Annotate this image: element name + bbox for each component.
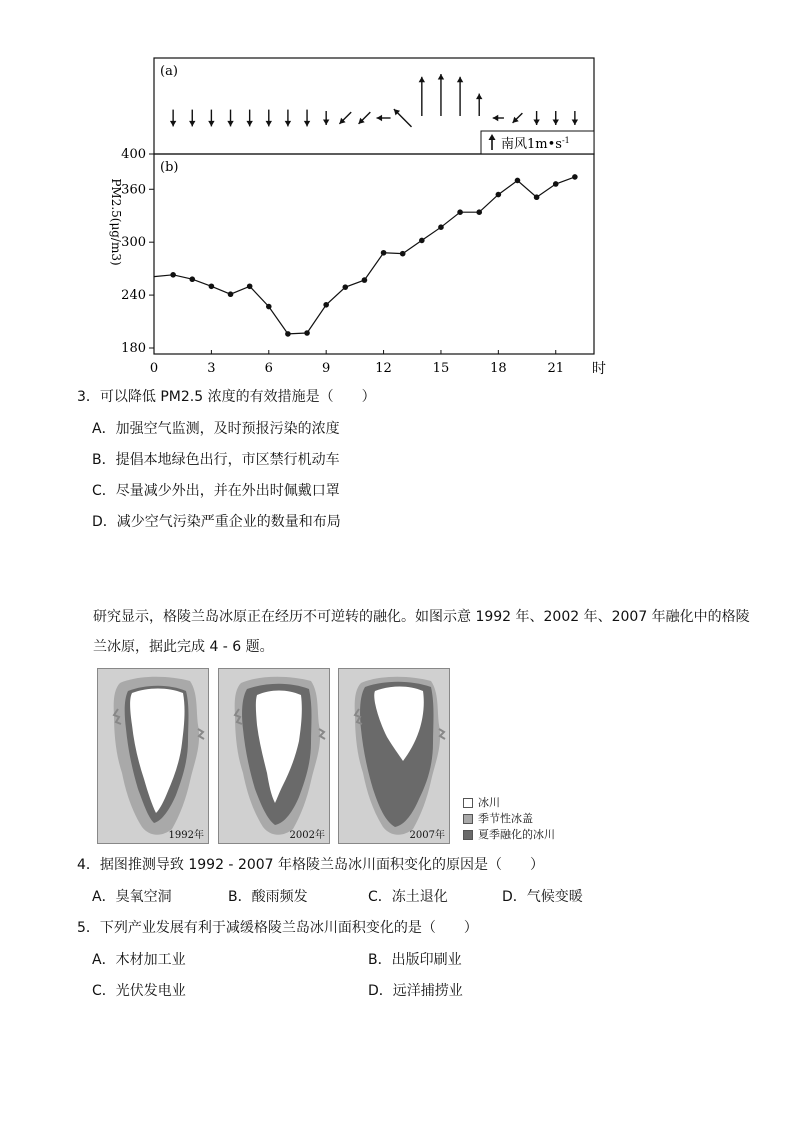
x-axis-unit: 时: [592, 361, 606, 377]
wind-arrow: [572, 111, 578, 125]
y-tick-label: 360: [121, 182, 146, 198]
q3-option-d[interactable]: D．减少空气污染严重企业的数量和布局: [92, 514, 341, 530]
wind-arrow: [513, 113, 523, 123]
pm25-point: [285, 331, 291, 337]
wind-panel: [154, 58, 594, 154]
q3-option-b[interactable]: B．提倡本地绿色出行，市区禁行机动车: [92, 452, 340, 468]
q4-option-a[interactable]: A．臭氧空洞: [92, 889, 172, 905]
intro-line-1: 研究显示，格陵兰岛冰原正在经历不可逆转的融化。如图示意 1992 年、2002 年、2007 年融化中的格陵: [93, 609, 750, 625]
q5-option-d[interactable]: D．远洋捕捞业: [368, 983, 463, 999]
legend-glacier-swatch: [463, 798, 473, 808]
pm25-point: [534, 194, 540, 200]
pm25-point: [247, 283, 253, 289]
wind-arrow: [170, 110, 176, 127]
y-tick-label: 400: [121, 147, 146, 162]
wind-arrow: [457, 77, 463, 116]
q5-option-b[interactable]: B．出版印刷业: [368, 952, 462, 968]
q3-option-a[interactable]: A．加强空气监测，及时预报污染的浓度: [92, 421, 340, 437]
wind-arrow: [266, 110, 272, 127]
legend-melted: 夏季融化的冰川: [463, 828, 555, 841]
wind-arrow: [323, 111, 329, 125]
pm25-point: [323, 302, 329, 308]
legend-seasonal-swatch: [463, 814, 473, 824]
y-tick-label: 240: [121, 288, 146, 304]
map-year-2002: 2002年: [289, 830, 325, 841]
pm25-point: [400, 251, 406, 257]
q5-stem: 5．下列产业发展有利于减缓格陵兰岛冰川面积变化的是（ ）: [77, 920, 478, 936]
q4-option-c[interactable]: C．冻土退化: [368, 889, 448, 905]
greenland-map-1992: [97, 668, 209, 844]
y-axis-label: PM2.5(μg/m3): [109, 178, 123, 266]
wind-arrow: [533, 111, 539, 125]
wind-arrow: [394, 109, 412, 127]
pm25-point: [457, 209, 463, 215]
pm25-panel-frame: [154, 154, 594, 354]
q3-stem: 3．可以降低 PM2.5 浓度的有效措施是（ ）: [77, 389, 376, 405]
q4-stem: 4．据图推测导致 1992 - 2007 年格陵兰岛冰川面积变化的原因是（ ）: [77, 857, 545, 873]
x-tick-label: 9: [322, 361, 331, 376]
pm25-point: [381, 250, 387, 256]
wind-arrow: [285, 110, 291, 127]
wind-arrow: [339, 112, 351, 124]
map-year-2007: 2007年: [409, 830, 445, 841]
x-tick-label: 21: [547, 361, 565, 376]
pm25-point: [419, 238, 425, 244]
panel-a-label: (a): [160, 64, 178, 79]
greenland-map-2002: [218, 668, 330, 844]
pm25-point: [266, 304, 272, 310]
panel-b-label: (b): [160, 160, 179, 175]
pm25-point: [209, 283, 215, 289]
wind-arrow: [189, 110, 195, 127]
pm25-point: [362, 277, 368, 283]
pm25-point: [496, 192, 502, 198]
pm25-point: [343, 284, 349, 290]
pm25-point: [476, 209, 482, 215]
pm25-point: [189, 276, 195, 282]
map-year-1992: 1992年: [168, 830, 204, 841]
x-tick-label: 18: [490, 361, 507, 376]
q4-option-b[interactable]: B．酸雨频发: [228, 889, 308, 905]
wind-legend-label: 南风$1m•s^{-1}$: [501, 136, 570, 152]
wind-arrow: [377, 115, 391, 121]
q5-option-a[interactable]: A．木材加工业: [92, 952, 186, 968]
wind-arrow: [438, 74, 444, 116]
pm25-point: [304, 330, 310, 336]
legend-melted-swatch: [463, 830, 473, 840]
x-tick-label: 12: [375, 361, 392, 376]
legend-seasonal: 季节性冰盖: [463, 812, 533, 825]
q4-option-d[interactable]: D．气候变暖: [502, 889, 583, 905]
y-tick-label: 180: [121, 341, 146, 356]
wind-arrow: [476, 94, 482, 116]
wind-arrow: [304, 110, 310, 127]
pm25-point: [515, 178, 521, 184]
x-tick-label: 15: [432, 361, 450, 376]
x-tick-label: 0: [149, 361, 159, 376]
pm25-point: [438, 224, 444, 230]
wind-arrow: [493, 115, 504, 121]
pm25-point: [553, 181, 559, 187]
pm25-point: [572, 174, 578, 180]
x-tick-label: 6: [264, 361, 273, 376]
pm25-wind-figure: [0, 0, 794, 380]
pm25-panel: [109, 147, 606, 377]
wind-arrow: [246, 110, 252, 127]
pm25-series-line: [154, 177, 575, 334]
wind-arrow: [208, 110, 214, 127]
y-tick-label: 300: [121, 235, 146, 251]
wind-arrow: [419, 77, 425, 116]
greenland-map-2007: [338, 668, 450, 844]
intro-line-2: 兰冰原，据此完成 4 - 6 题。: [93, 639, 274, 655]
wind-arrow: [227, 110, 233, 127]
q3-option-c[interactable]: C．尽量减少外出，并在外出时佩戴口罩: [92, 483, 340, 499]
pm25-point: [228, 291, 234, 297]
pm25-point: [170, 272, 176, 278]
legend-glacier: 冰川: [463, 796, 500, 809]
wind-arrow: [359, 112, 371, 124]
wind-arrow: [553, 111, 559, 125]
x-tick-label: 3: [207, 361, 216, 376]
q5-option-c[interactable]: C．光伏发电业: [92, 983, 186, 999]
